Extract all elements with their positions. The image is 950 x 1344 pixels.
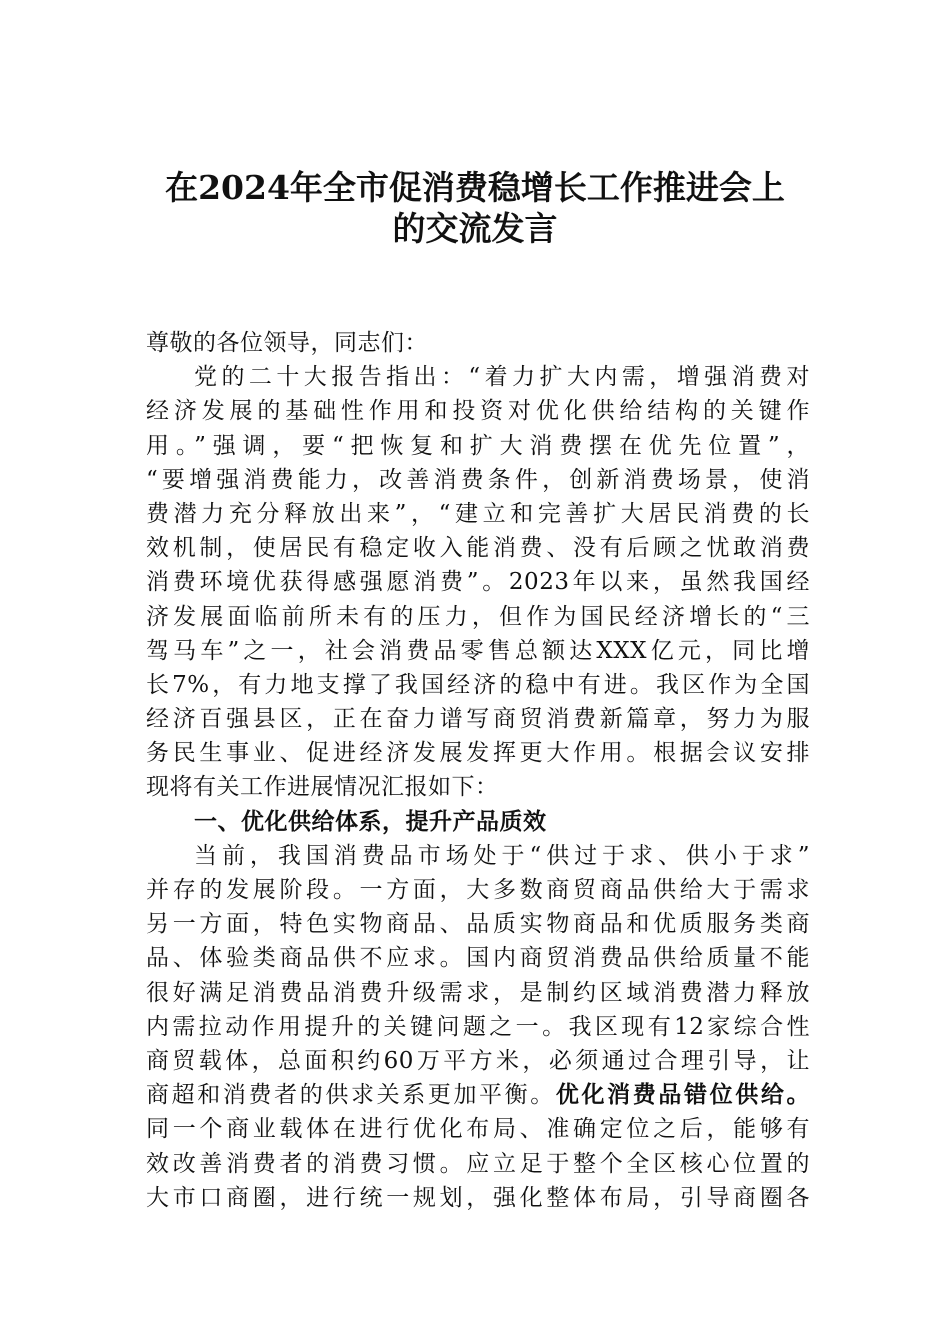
- paragraph-line: 经济百强县区，正在奋力谱写商贸消费新篇章，努力为服: [146, 706, 810, 733]
- document-title-line-1: 在2024年全市促消费稳增长工作推进会上: [165, 168, 785, 207]
- paragraph-line: 济发展面临前所未有的压力，但作为国民经济增长的“三: [146, 603, 810, 630]
- document-body: [146, 326, 810, 1215]
- paragraph-line: “要增强消费能力，改善消费条件，创新消费场景，使消: [146, 466, 810, 493]
- paragraph-line: 长7%，有力地支撑了我国经济的稳中有进。我区作为全国: [146, 671, 810, 698]
- paragraph-line: 效机制，使居民有稳定收入能消费、没有后顾之忧敢消费: [146, 535, 810, 562]
- paragraph-line: 当前，我国消费品市场处于“供过于求、供小于求”: [194, 842, 810, 869]
- paragraph-line: 党的二十大报告指出：“着力扩大内需，增强消费对: [194, 364, 810, 391]
- paragraph-line: 商贸载体，总面积约60万平方米，必须通过合理引导，让: [146, 1047, 810, 1074]
- paragraph-line: 内需拉动作用提升的关键问题之一。我区现有12家综合性: [146, 1013, 810, 1040]
- document-title-line-2: 的交流发言: [392, 209, 558, 248]
- paragraph-line: 另一方面，特色实物商品、品质实物商品和优质服务类商: [146, 911, 810, 938]
- bold-phrase: 优化消费品错位供给。: [555, 1081, 811, 1109]
- paragraph-line: 很好满足消费品消费升级需求，是制约区域消费潜力释放: [146, 979, 810, 1006]
- paragraph-line: 经济发展的基础性作用和投资对优化供给结构的关键作: [146, 398, 810, 425]
- paragraph-line: 现将有关工作进展情况汇报如下：: [146, 774, 499, 801]
- paragraph-line: 用。”强调，要“把恢复和扩大消费摆在优先位置”，: [146, 432, 810, 459]
- paragraph-line: 消费环境优获得感强愿消费”。2023年以来，虽然我国经: [146, 569, 810, 596]
- paragraph-line-with-bold: [146, 1078, 810, 1112]
- paragraph-text: 商超和消费者的供求关系更加平衡。: [146, 1082, 556, 1109]
- paragraph-line: 效改善消费者的消费习惯。应立足于整个全区核心位置的: [146, 1150, 810, 1177]
- paragraph-line: 大市口商圈，进行统一规划，强化整体布局，引导商圈各: [146, 1184, 810, 1211]
- paragraph-line: 费潜力充分释放出来”，“建立和完善扩大居民消费的长: [146, 500, 810, 527]
- salutation: 尊敬的各位领导，同志们：: [146, 330, 428, 356]
- paragraph-line: 驾马车”之一，社会消费品零售总额达XXX亿元，同比增: [146, 637, 810, 664]
- paragraph-line: 务民生事业、促进经济发展发挥更大作用。根据会议安排: [146, 740, 810, 767]
- paragraph-line: 并存的发展阶段。一方面，大多数商贸商品供给大于需求: [146, 877, 810, 903]
- section-heading: 一、优化供给体系，提升产品质效: [194, 808, 547, 835]
- paragraph-line: 品、体验类商品供不应求。国内商贸消费品供给质量不能: [146, 945, 810, 972]
- paragraph-line: 同一个商业载体在进行优化布局、准确定位之后，能够有: [146, 1116, 810, 1143]
